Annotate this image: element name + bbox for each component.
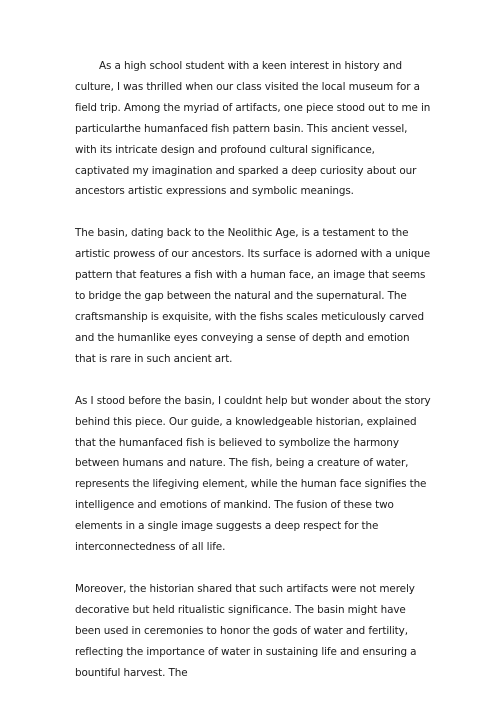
document-page [75, 56, 431, 704]
paragraph-3: As I stood before the basin, I couldnt help but wonder about the story behind this piece. Our guide, a knowledgeable historian, explained that the humanfaced fish is believed to symbolize the harmony between humans and nature. The fish, being a creature of water, represents the lifegiving element, while the human face signifies the intelligence and emotions of mankind. The fusion of these two elements in a single image suggests a deep respect for the interconnectedness of all life. [75, 394, 431, 554]
paragraph-1: As a high school student with a keen interest in history and culture, I was thrilled when our class visited the local museum for a field trip. Among the myriad of artifacts, one piece stood out to me in particularthe humanfaced fish pattern basin. This ancient vessel, with its intricate design and profound cultural significance, captivated my imagination and sparked a deep curiosity about our ancestors artistic expressions and symbolic meanings. [75, 60, 431, 198]
paragraph-4: Moreover, the historian shared that such artifacts were not merely decorative but held ritualistic significance. The basin might have been used in ceremonies to honor the gods of water and fertility, reflecting the importance of water in sustaining life and ensuring a bountiful harvest. The [75, 582, 417, 679]
paragraph-2: The basin, dating back to the Neolithic Age, is a testament to the artistic prowess of our ancestors. Its surface is adorned with a unique pattern that features a fish with a human face, an image that seems to bridge the gap between the natural and the supernatural. The craftsmanship is exquisite, with the fishs scales meticulously carved and the humanlike eyes conveying a sense of depth and emotion that is rare in such ancient art. [75, 227, 431, 365]
